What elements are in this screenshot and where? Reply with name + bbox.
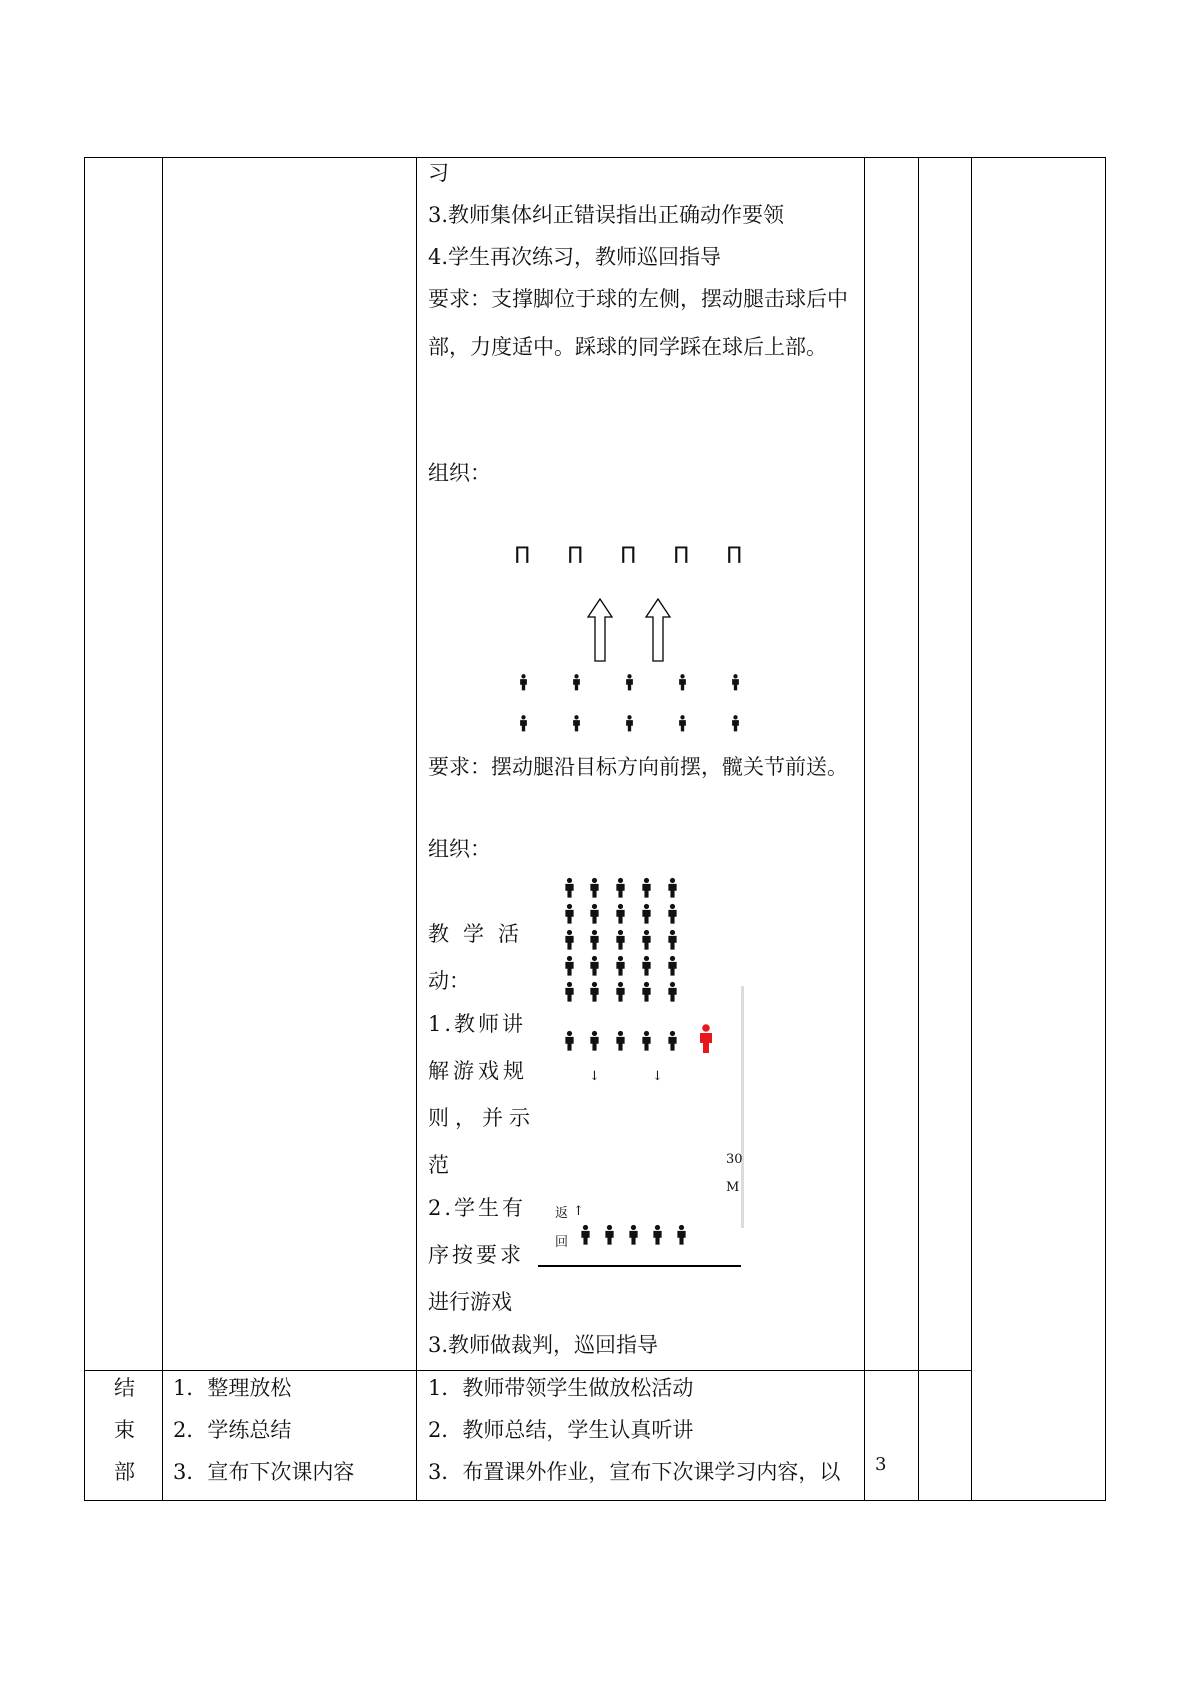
- student-figure-icon: [589, 981, 600, 1003]
- up-arrow-icon: [645, 598, 671, 662]
- col-divider-4: [918, 157, 919, 1501]
- end-section-top-border: [84, 1370, 971, 1371]
- student-figure-icon: [678, 673, 687, 692]
- content-line: 部，力度适中。踩球的同学踩在球后上部。: [428, 335, 827, 359]
- activity-line: 教学活: [428, 922, 533, 946]
- content-line: 要求：支撑脚位于球的左侧，摆动腿击球后中: [428, 287, 848, 311]
- student-figure-icon: [731, 714, 740, 733]
- goal-icon: Π: [567, 544, 584, 569]
- student-figure-icon: [564, 877, 575, 899]
- goal-icon: Π: [726, 544, 743, 569]
- student-figure-icon: [564, 955, 575, 977]
- return-label: 返: [555, 1206, 569, 1221]
- student-figure-icon: [564, 903, 575, 925]
- organization-label: 组织：: [428, 837, 491, 861]
- student-figure-icon: [731, 673, 740, 692]
- student-figure-icon: [589, 903, 600, 925]
- activity-line: 进行游戏: [428, 1290, 512, 1314]
- student-figure-icon: [641, 903, 652, 925]
- student-figure-icon: [589, 929, 600, 951]
- student-figure-icon: [615, 955, 626, 977]
- table-top-border: [84, 157, 1106, 158]
- time-value: 3: [875, 1454, 887, 1475]
- table-left-border: [84, 157, 85, 1501]
- requirement-text: 要求：摆动腿沿目标方向前摆，髋关节前送。: [428, 755, 848, 779]
- student-figure-icon: [678, 714, 687, 733]
- content-line: 4.学生再次练习，教师巡回指导: [428, 245, 722, 269]
- student-figure-icon: [615, 981, 626, 1003]
- student-figure-icon: [667, 1030, 678, 1052]
- student-figure-icon: [580, 1224, 591, 1246]
- student-figure-icon: [641, 955, 652, 977]
- end-item: 1．整理放松: [173, 1376, 292, 1400]
- student-figure-icon: [667, 955, 678, 977]
- student-figure-icon: [641, 877, 652, 899]
- activity-line: 2.学生有: [428, 1196, 527, 1220]
- student-figure-icon: [519, 714, 528, 733]
- student-figure-icon: [667, 929, 678, 951]
- teacher-figure-icon: [698, 1024, 714, 1054]
- content-line: 习: [428, 161, 449, 185]
- student-figure-icon: [615, 929, 626, 951]
- student-figure-icon: [667, 903, 678, 925]
- col-divider-3: [864, 157, 865, 1501]
- student-figure-icon: [615, 877, 626, 899]
- student-figure-icon: [564, 981, 575, 1003]
- down-arrow-icon: ↓: [589, 1069, 600, 1084]
- student-figure-icon: [572, 714, 581, 733]
- end-section-label-char: 束: [114, 1418, 135, 1442]
- table-right-border: [1105, 157, 1106, 1501]
- start-line: [538, 1265, 741, 1267]
- down-arrow-icon: ↓: [652, 1069, 663, 1084]
- return-arrow-icon: ↑: [573, 1204, 584, 1219]
- student-figure-icon: [615, 903, 626, 925]
- student-figure-icon: [572, 673, 581, 692]
- student-figure-icon: [564, 1030, 575, 1052]
- end-section-label-char: 结: [114, 1376, 135, 1400]
- activity-line: 范: [428, 1153, 449, 1177]
- student-figure-icon: [589, 955, 600, 977]
- student-figure-icon: [641, 929, 652, 951]
- activity-line: 1.教师讲: [428, 1012, 527, 1036]
- goal-icon: Π: [514, 544, 531, 569]
- activity-line: 则，并示: [428, 1106, 536, 1130]
- student-figure-icon: [615, 1030, 626, 1052]
- student-figure-icon: [604, 1224, 615, 1246]
- student-figure-icon: [589, 1030, 600, 1052]
- col-divider-1: [162, 157, 163, 1501]
- distance-label: 30: [726, 1152, 743, 1167]
- student-figure-icon: [589, 877, 600, 899]
- end-section-label-char: 部: [114, 1460, 135, 1484]
- student-figure-icon: [641, 981, 652, 1003]
- activity-line: 解游戏规: [428, 1059, 528, 1083]
- activity-line: 3.教师做裁判，巡回指导: [428, 1333, 659, 1357]
- organization-label: 组织：: [428, 461, 491, 485]
- goal-icon: Π: [673, 544, 690, 569]
- student-figure-icon: [625, 673, 634, 692]
- student-figure-icon: [519, 673, 528, 692]
- student-figure-icon: [641, 1030, 652, 1052]
- content-line: 3.教师集体纠正错误指出正确动作要领: [428, 203, 785, 227]
- student-figure-icon: [628, 1224, 639, 1246]
- end-method: 3．布置课外作业，宣布下次课学习内容，以: [428, 1460, 841, 1484]
- activity-line: 序按要求: [428, 1243, 524, 1267]
- end-method: 2．教师总结，学生认真听讲: [428, 1418, 694, 1442]
- distance-label: M: [726, 1180, 740, 1195]
- up-arrow-icon: [587, 598, 613, 662]
- student-figure-icon: [564, 929, 575, 951]
- end-item: 2．学练总结: [173, 1418, 292, 1442]
- col-divider-2: [416, 157, 417, 1501]
- distance-line: [741, 986, 744, 1228]
- student-figure-icon: [625, 714, 634, 733]
- student-figure-icon: [667, 981, 678, 1003]
- student-figure-icon: [676, 1224, 687, 1246]
- end-item: 3．宣布下次课内容: [173, 1460, 355, 1484]
- col-divider-5: [971, 157, 972, 1501]
- table-bottom-border: [84, 1500, 1106, 1501]
- end-method: 1．教师带领学生做放松活动: [428, 1376, 694, 1400]
- student-figure-icon: [667, 877, 678, 899]
- student-figure-icon: [652, 1224, 663, 1246]
- return-label: 回: [555, 1235, 569, 1250]
- activity-line: 动：: [428, 969, 470, 993]
- goal-icon: Π: [620, 544, 637, 569]
